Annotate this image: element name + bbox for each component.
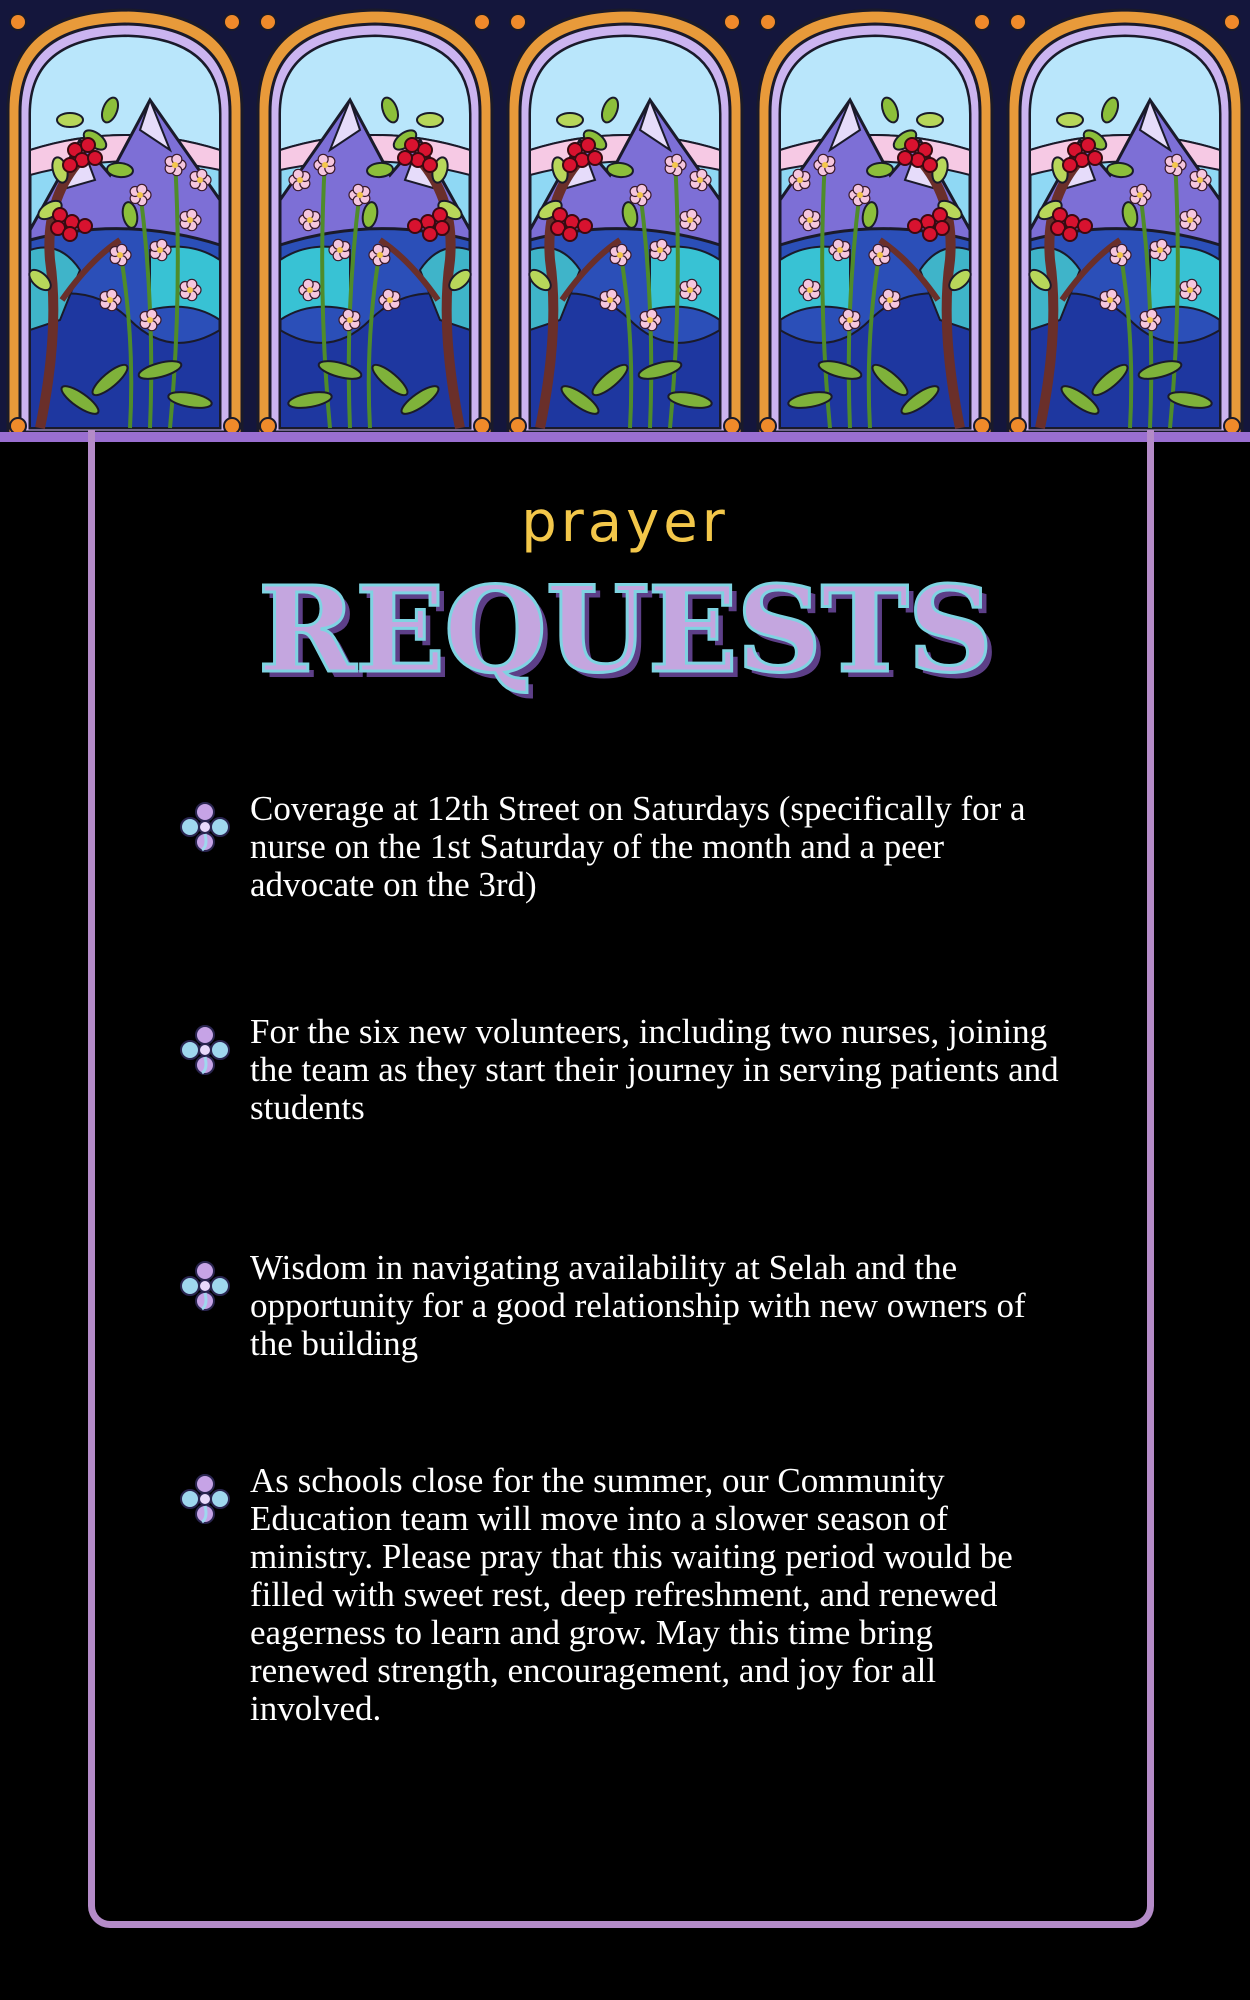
stained-glass-panel [250,0,500,442]
stained-glass-panel [1000,0,1250,442]
title-requests: REQUESTS [258,560,992,699]
title-prayer: prayer [521,490,729,555]
list-item [180,1249,1060,1363]
flower-bullet-icon [180,1249,250,1315]
list-item [180,1013,1060,1127]
request-text: Wisdom in navigating availability at Selah and the opportunity for a good relationship with new owners of the building [250,1248,1026,1363]
flower-bullet-icon [180,1462,250,1528]
flower-bullet-icon [180,790,250,856]
stained-glass-panel [0,0,250,442]
stained-glass-panel [750,0,1000,442]
stained-glass-banner [0,0,1250,442]
request-text: As schools close for the summer, our Community Education team will move into a slower season of ministry. Please pray that this waiting period would be filled with sweet rest, deep refreshment, and renewed eagerness to learn and grow. May this time bring renewed strength, encouragement, and joy for all involved. [250,1461,1013,1728]
list-item [180,790,1060,904]
request-text: Coverage at 12th Street on Saturdays (specifically for a nurse on the 1st Saturday of the month and a peer advocate on the 3rd) [250,789,1026,904]
stained-glass-panel [500,0,750,442]
request-text: For the six new volunteers, including two nurses, joining the team as they start their journey in serving patients and students [250,1012,1059,1127]
list-item [180,1462,1060,1728]
flower-bullet-icon [180,1013,250,1079]
